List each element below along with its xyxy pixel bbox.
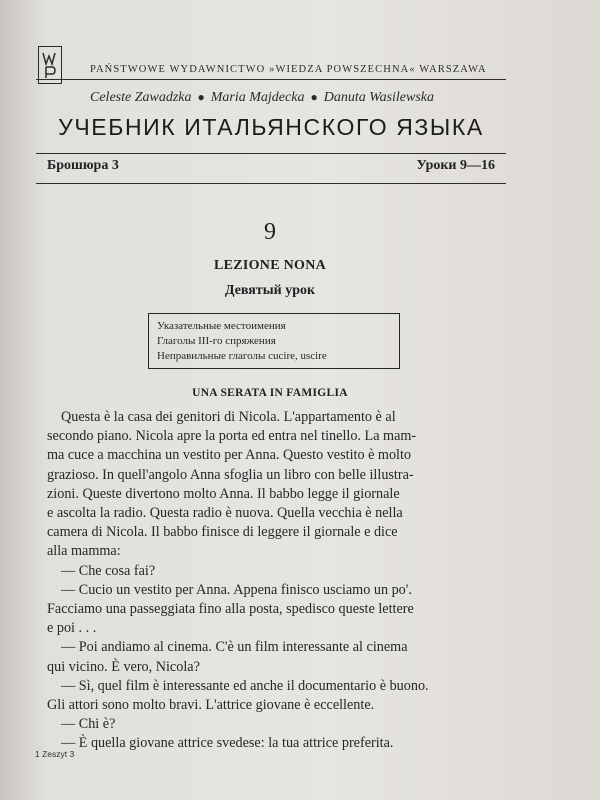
grammar-topics-box [148, 313, 400, 369]
topic-item: Указательные местоимения [157, 320, 286, 332]
text-line: ma cuce a macchina un vestito per Anna. Questo vestito è molto [47, 447, 412, 464]
subtitle-rule [36, 183, 506, 184]
text-line: — Sì, quel film è interessante ed anche il documentario è buono. [61, 677, 429, 694]
text-line: grazioso. In quell'angolo Anna sfoglia un libro con belle illustra- [47, 466, 414, 483]
text-line: camera di Nicola. Il babbo finisce di leggere il giornale e dice [47, 524, 398, 541]
lesson-title-russian: Девятый урок [224, 283, 316, 298]
text-line: qui vicino. È vero, Nicola? [47, 658, 200, 675]
header-rule [36, 79, 506, 80]
text-line: Facciamo una passeggiata fino alla posta, spedisco queste lettere [47, 601, 414, 618]
text-line: — Che cosa fai? [61, 562, 156, 579]
lesson-title-italian: LEZIONE NONA [213, 258, 327, 273]
topic-item: Неправильные глаголы cucire, uscire [157, 350, 327, 362]
text-line: — Poi andiamo al cinema. C'è un film interessante al cinema [61, 639, 408, 656]
publisher-name: PAŃSTWOWE WYDAWNICTWO »WIEDZA POWSZECHNA« WARSZAWA [90, 64, 487, 75]
brochure-label: Брошюра 3 [47, 158, 119, 173]
topic-item: Глаголы III-го спряжения [157, 335, 276, 347]
lesson-number: 9 [264, 219, 276, 245]
author-name: Celeste Zawadzka [90, 90, 192, 105]
text-line: alla mamma: [47, 543, 121, 560]
authors-line [90, 90, 500, 106]
text-line: e poi . . . [47, 620, 97, 637]
text-line: secondo piano. Nicola apre la porta ed entra nel tinello. La mam- [47, 428, 417, 445]
reading-text-body [47, 408, 495, 754]
author-name: Maria Majdecka [210, 90, 305, 105]
publisher-bar [36, 38, 506, 94]
page-signature: 1 Zeszyt 3 [35, 749, 75, 759]
wp-monogram-icon [41, 50, 59, 80]
text-line: Questa è la casa dei genitori di Nicola. L'appartamento è al [61, 409, 396, 425]
title-rule [36, 153, 506, 154]
text-line: — Chi è? [61, 716, 116, 733]
bullet-separator: ● [310, 90, 318, 104]
text-line: e ascolta la radio. Questa radio è nuova. Quella vecchia è nella [47, 505, 403, 522]
bullet-separator: ● [197, 90, 205, 104]
text-line: zioni. Queste divertono molto Anna. Il babbo legge il giornale [47, 485, 400, 502]
lessons-range: Уроки 9—16 [416, 158, 495, 173]
text-line: — È quella giovane attrice svedese: la tua attrice preferita. [61, 735, 394, 752]
text-line: Gli attori sono molto bravi. L'attrice giovane è eccellente. [47, 697, 375, 714]
book-title: УЧЕБНИК ИТАЛЬЯНСКОГО ЯЗЫКА [58, 114, 484, 140]
text-line: — Cucio un vestito per Anna. Appena finisco usciamo un po'. [61, 581, 412, 598]
reading-text-title: UNA SERATA IN FAMIGLIA [192, 387, 348, 399]
author-name: Danuta Wasilewska [323, 90, 435, 105]
